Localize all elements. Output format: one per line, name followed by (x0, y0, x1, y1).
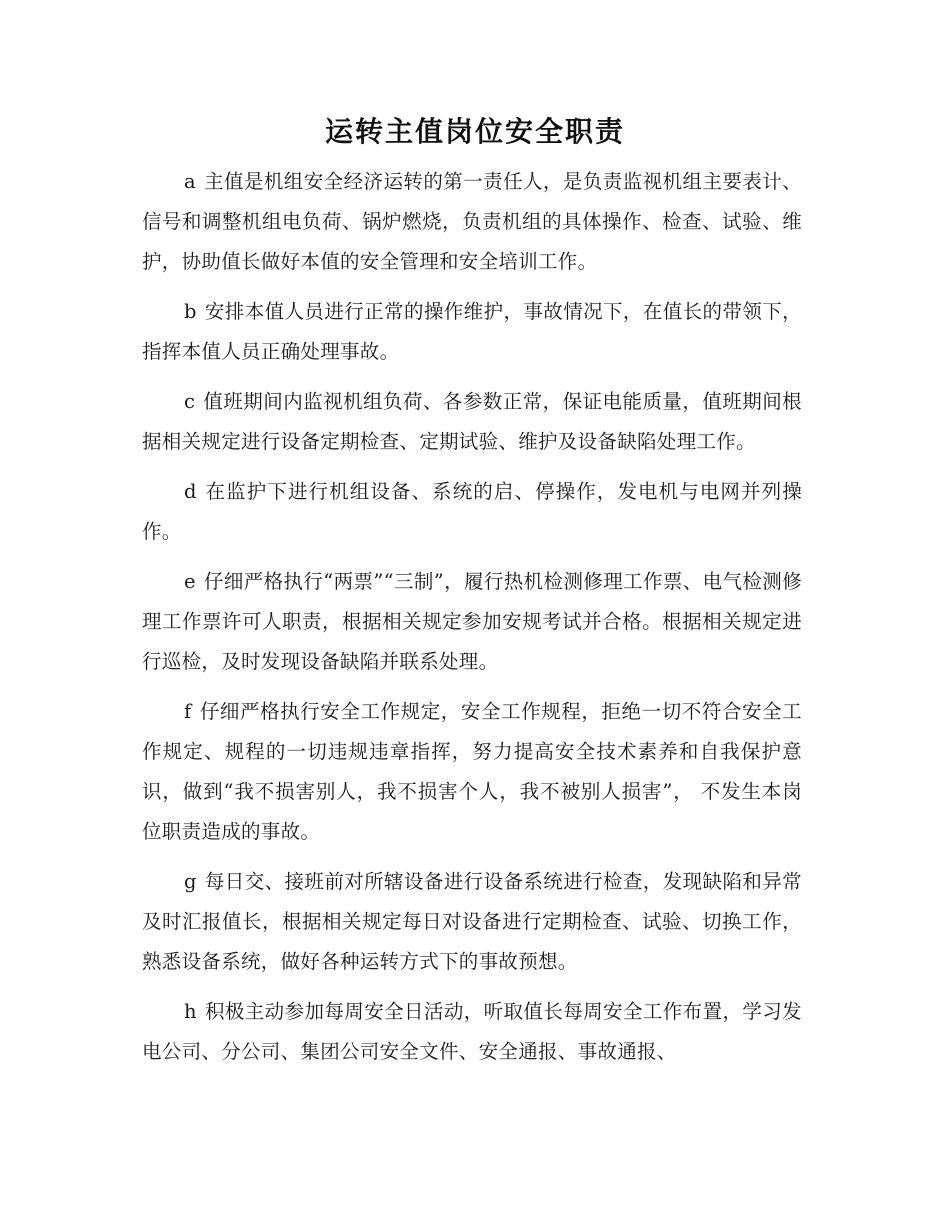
paragraph-text: 积极主动参加每周安全日活动，听取值长每周安全工作布置，学习发电公司、分公司、集团公司安全文件、安全通报、事故通报、 (142, 1000, 802, 1063)
paragraph-text: 仔细严格执行“两票”“三制”，履行热机检测修理工作票、电气检测修理工作票许可人职责，根据相关规定参加安规考试并合格。根据相关规定进行巡检，及时发现设备缺陷并联系处理。 (142, 570, 802, 673)
paragraph-f (142, 692, 802, 852)
paragraph-text: 主值是机组安全经济运转的第一责任人，是负责监视机组主要表计、信号和调整机组电负荷、锅炉燃烧，负责机组的具体操作、检查、试验、维护，协助值长做好本值的安全管理和安全培训工作。 (142, 170, 802, 273)
paragraph-h (142, 992, 802, 1072)
paragraph-marker: b (184, 300, 197, 323)
paragraph-text: 值班期间内监视机组负荷、各参数正常，保证电能质量，值班期间根据相关规定进行设备定期检查、定期试验、维护及设备缺陷处理工作。 (142, 390, 802, 453)
paragraph-e (142, 562, 802, 682)
paragraph-text: 安排本值人员进行正常的操作维护，事故情况下，在值长的带领下，指挥本值人员正确处理事故。 (142, 300, 802, 363)
paragraph-marker: e (184, 570, 196, 593)
paragraph-marker: g (184, 870, 197, 893)
paragraph-a (142, 162, 802, 282)
paragraph-text: 每日交、接班前对所辖设备进行设备系统进行检查，发现缺陷和异常及时汇报值长，根据相关规定每日对设备进行定期检查、试验、切换工作，熟悉设备系统，做好各种运转方式下的事故预想。 (142, 870, 802, 973)
paragraph-c (142, 382, 802, 462)
paragraph-marker: f (184, 700, 192, 723)
document-body (142, 162, 802, 1082)
paragraph-marker: c (184, 390, 196, 413)
paragraph-text: 仔细严格执行安全工作规定，安全工作规程，拒绝一切不符合安全工作规定、规程的一切违规违章指挥，努力提高安全技术素养和自我保护意识，做到“我不损害别人，我不损害个人，我不被别人损害”， 不发生本岗位职责造成的事故。 (142, 700, 802, 843)
document-title: 运转主值岗位安全职责 (324, 115, 625, 148)
paragraph-marker: h (184, 1000, 197, 1023)
paragraph-marker: a (184, 170, 196, 193)
paragraph-b (142, 292, 802, 372)
paragraph-text: 在监护下进行机组设备、系统的启、停操作，发电机与电网并列操作。 (142, 480, 802, 543)
paragraph-marker: d (184, 480, 197, 503)
paragraph-g (142, 862, 802, 982)
paragraph-d (142, 472, 802, 552)
